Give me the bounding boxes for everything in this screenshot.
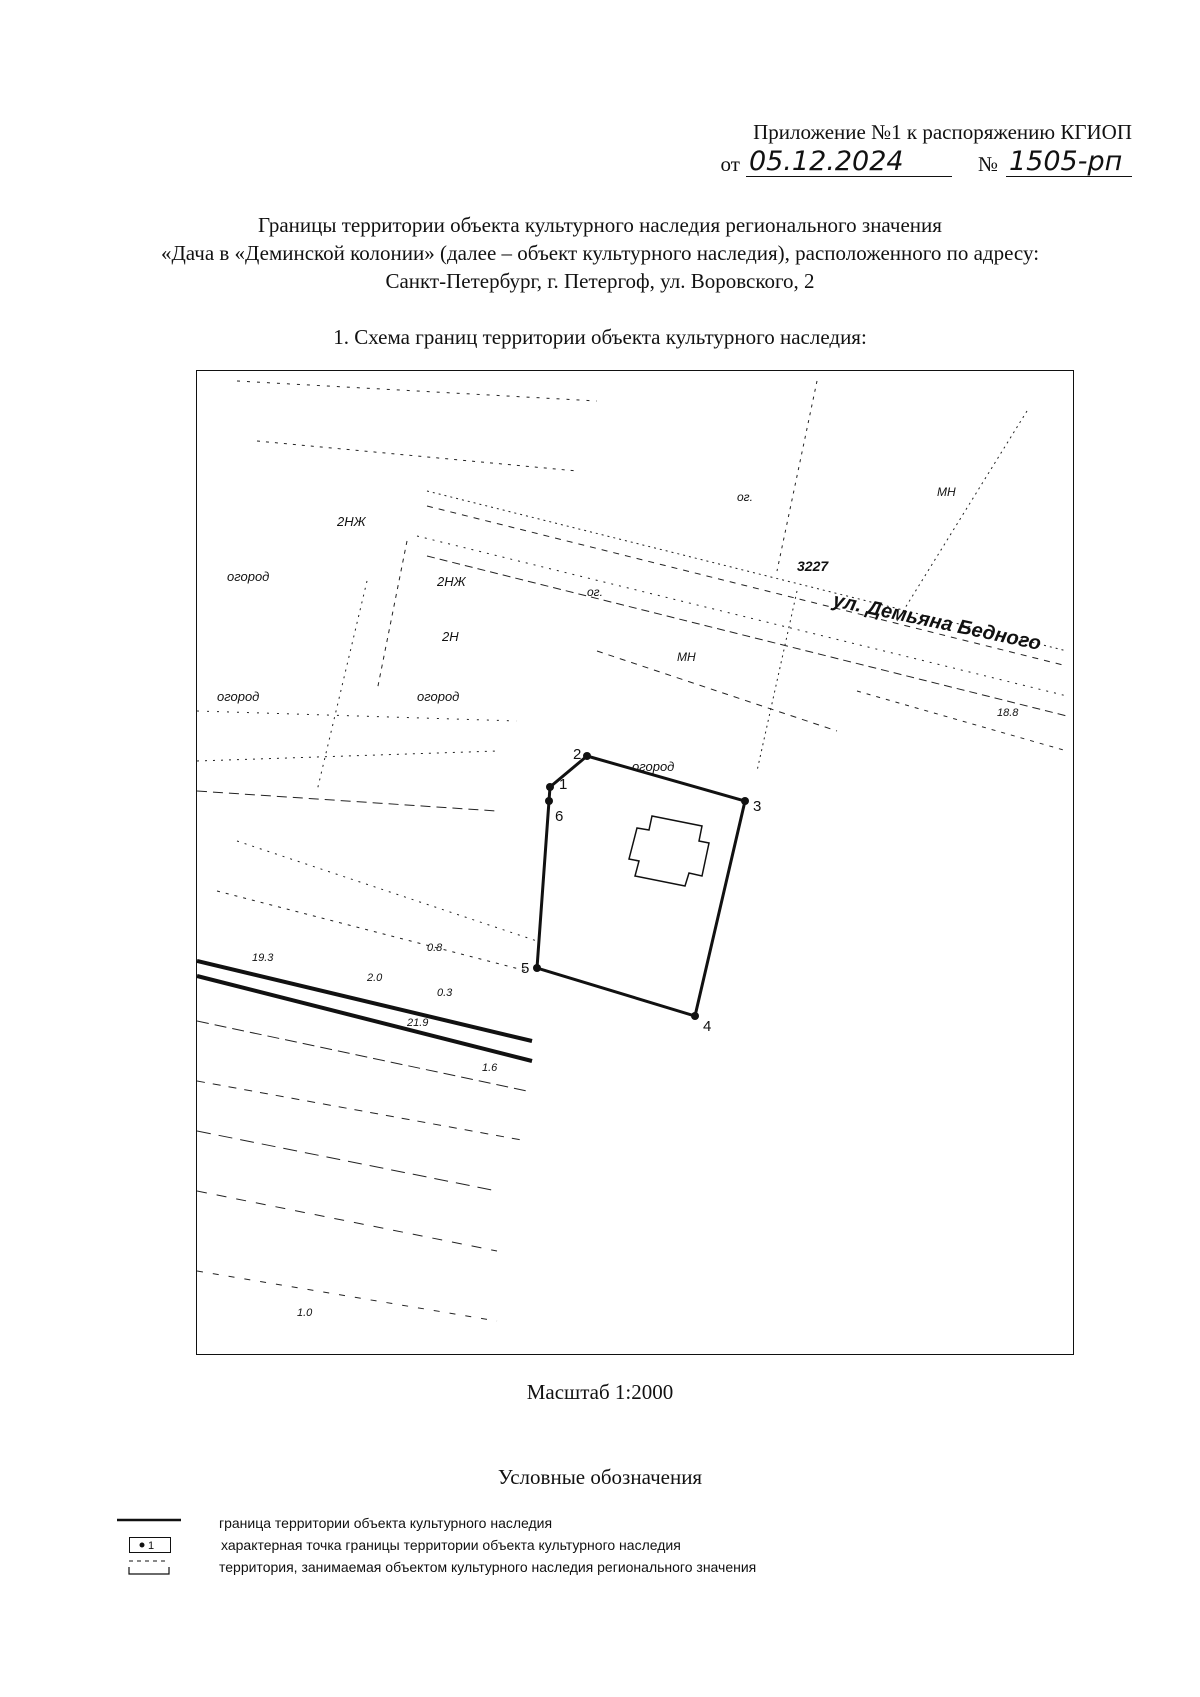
heritage-building-outline <box>629 816 709 886</box>
label-height-2: 21.9 <box>407 1017 429 1029</box>
label-garden-4: огород <box>632 759 675 774</box>
legend-line-symbol <box>115 1514 183 1532</box>
label-garden-3: огород <box>217 689 260 704</box>
label-mn-1: МН <box>677 650 696 664</box>
appendix-line: Приложение №1 к распоряжению КГИОП <box>753 120 1132 144</box>
label-hn-2: 2НЖ <box>337 514 366 529</box>
map-scale: Масштаб 1:2000 <box>526 1380 674 1404</box>
point-6 <box>545 797 553 805</box>
railway-lines <box>197 961 532 1061</box>
label-height-5: 1.6 <box>482 1062 498 1074</box>
legend-text-point: характерная точка границы территории объекта культурного наследия <box>221 1537 681 1553</box>
point-3 <box>741 797 749 805</box>
label-hn-3: 2Н <box>442 629 459 644</box>
label-point-1: 1 <box>559 776 568 793</box>
boundary-map <box>196 370 1074 1355</box>
map-drawing <box>197 371 1073 1354</box>
label-hn-1: 2НЖ <box>437 574 466 589</box>
label-garden-1: огород <box>227 569 270 584</box>
legend-item-territory <box>115 1556 756 1578</box>
label-mn-2: МН <box>937 485 956 499</box>
title-line-3: Санкт-Петербург, г. Петергоф, ул. Воровского, 2 <box>385 269 815 293</box>
label-og-2: ог. <box>737 490 753 504</box>
label-height-7: 2.0 <box>367 972 383 984</box>
label-point-4: 4 <box>703 1018 712 1035</box>
legend-point-symbol <box>129 1537 171 1553</box>
label-og-1: ог. <box>587 585 603 599</box>
legend-text-territory: территория, занимаемая объектом культурного наследия регионального значения <box>219 1559 757 1575</box>
label-code: 3227 <box>797 558 829 574</box>
street-label: ул. Демьяна Бедного <box>830 589 1043 655</box>
point-1 <box>546 783 554 791</box>
order-date-line <box>721 148 1132 177</box>
title-line-2: «Дача в «Деминской колонии» (далее – объект культурного наследия), расположенного по адресу: <box>160 241 1040 265</box>
legend-text-boundary: граница территории объекта культурного наследия <box>219 1515 553 1531</box>
label-point-5: 5 <box>521 960 530 977</box>
number-prefix: № <box>977 152 998 177</box>
legend <box>115 1512 756 1578</box>
order-date: 05.12.2024 <box>746 148 952 177</box>
point-2 <box>583 752 591 760</box>
label-point-2: 2 <box>573 746 582 763</box>
legend-item-point <box>115 1534 756 1556</box>
label-height-3: 0.8 <box>427 942 443 954</box>
point-4 <box>691 1012 699 1020</box>
legend-dashed-box-symbol <box>115 1558 183 1576</box>
label-point-6: 6 <box>555 808 564 825</box>
title-line-1: Границы территории объекта культурного наследия регионального значения <box>258 213 942 237</box>
legend-point-number: 1 <box>148 1540 155 1552</box>
legend-item-boundary <box>115 1512 756 1534</box>
point-5 <box>533 964 541 972</box>
label-height-4: 0.3 <box>437 987 453 999</box>
order-number: 1505-рп <box>1006 148 1132 177</box>
label-height-1: 18.8 <box>997 707 1019 719</box>
heritage-boundary <box>537 756 745 1016</box>
legend-title: Условные обозначения <box>497 1465 703 1489</box>
label-height-6: 1.0 <box>297 1307 313 1319</box>
label-height-8: 19.3 <box>252 952 274 964</box>
label-garden-2: огород <box>417 689 460 704</box>
date-prefix: от <box>720 152 740 177</box>
section-heading: 1. Схема границ территории объекта культурного наследия: <box>333 325 867 349</box>
map-background-lines <box>197 381 1067 1321</box>
label-point-3: 3 <box>753 798 762 815</box>
